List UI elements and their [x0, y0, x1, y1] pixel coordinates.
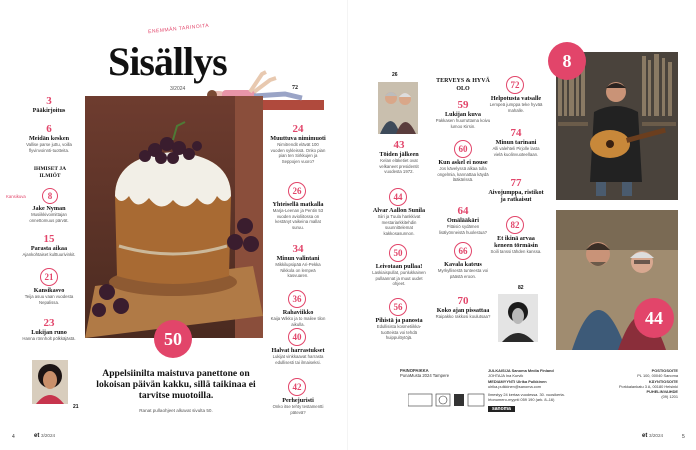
toc-entry-3[interactable]: [22, 96, 76, 114]
footer-brand: [34, 433, 55, 439]
entry-desc: Teija asuu vaan vuodesta Nepalissa.: [24, 294, 74, 305]
page-21-circle[interactable]: 21: [40, 268, 58, 286]
imprint-print: [400, 368, 454, 379]
cover-label: Kansikuva: [6, 194, 26, 199]
phone-text: (09) 1201: [661, 394, 678, 400]
page-44-circle[interactable]: 44: [389, 188, 407, 206]
entry-title: Minun tarinani: [495, 139, 537, 146]
entry-title: Pääkirjoitus: [32, 107, 66, 114]
entry-title: Kansikasvo: [33, 287, 65, 294]
entry-title: Helpotusta vatsalle: [490, 95, 542, 102]
toc-entry-64[interactable]: [434, 206, 492, 235]
entry-desc: Vallise parse juttu, voilla flyvinvoinnti-tuotteita.: [26, 142, 72, 153]
entry-title: Koko ajan pissattaa: [436, 307, 490, 314]
issue-number: 3/2024: [170, 86, 186, 92]
toc-entry-42[interactable]: [270, 397, 326, 415]
entry-desc: Laskiaispullat, punlukkainen pullaannat ja muut uudet ohjeet.: [372, 270, 426, 287]
page-number: 64: [457, 205, 469, 217]
entry-title: Leivotaan pullaa!: [375, 263, 423, 270]
page-number: 74: [510, 127, 522, 139]
publisher-line: Ilmestyy 24 kertaa vuodessa. 30. vuosikerta.: [488, 392, 565, 398]
brand-logo: et: [642, 433, 648, 439]
page-number: 15: [43, 233, 55, 245]
phone-label: PUHELINVAIHDE: [646, 389, 678, 395]
toc-entry-74[interactable]: [488, 128, 544, 157]
cover-face-photo: [32, 360, 68, 404]
publisher-label: JULKAISIJA Sanoma Media Finland: [488, 368, 554, 373]
page-72-circle[interactable]: 72: [506, 76, 524, 94]
entry-desc: Raipakko rakkosi koulutsaa?: [435, 314, 491, 320]
caption-title: Appelsiinilta maistuva panettone on lokoisan päivän kakku, sillä taikinaa ei tarvitse muotoilla.: [96, 368, 256, 402]
page-number: 23: [43, 317, 55, 329]
toc-entry-21[interactable]: [22, 287, 76, 305]
imprint-logos: [408, 392, 488, 408]
entry-title: Lukijan runo: [31, 329, 67, 336]
toc-entry-72[interactable]: [488, 95, 544, 113]
entry-title: Halvat harrastukset: [271, 347, 325, 354]
entry-desc: Soili tanssi tähden kanssa.: [490, 249, 542, 255]
toc-entry-23[interactable]: [22, 318, 76, 342]
page-60-circle[interactable]: 60: [454, 140, 472, 158]
imprint-publisher: [488, 368, 578, 412]
corner-page-number: 72: [292, 85, 298, 91]
page-number: 3: [46, 95, 52, 107]
entry-desc: Kaija Wikko ja to mailee tilon aikulla.: [270, 316, 326, 327]
publisher-line: JOHTAJA Ina Kurvik: [488, 373, 524, 379]
footer-issue: 3/2024: [41, 433, 56, 438]
visit-text: Porkkalankatu 3 A, 00180 Helsinki: [618, 383, 678, 389]
print-label: PAINOPAIKKA: [400, 368, 429, 373]
entry-title: Pihistä ja panosta: [375, 317, 423, 324]
caption-sub: Ranat pullaohjeet alkavat sivulta 50.: [139, 408, 213, 413]
entry-title: Meidän kesken: [28, 135, 70, 142]
entry-title: Kun askel ei nouse: [438, 159, 488, 166]
entry-title: Muuttuva nimimuoti: [270, 135, 326, 142]
toc-entry-34[interactable]: [270, 244, 326, 279]
page-66-circle[interactable]: 66: [454, 242, 472, 260]
entry-title: Perhejuristi: [282, 397, 314, 404]
toc-entry-26[interactable]: [270, 201, 326, 230]
toc-entry-43[interactable]: [372, 140, 426, 175]
publisher-line: ulrika.pulkkinen@sanoma.com: [488, 383, 542, 389]
toc-entry-59[interactable]: [434, 100, 492, 129]
footer-issue: 3/2024: [649, 433, 664, 438]
toc-entry-60[interactable]: [434, 159, 492, 183]
entry-desc: Marja-Leenan ja Pentin 53 vuoden avioliitossa on kestänyt vaikeina mallat suruu.: [272, 208, 324, 230]
entry-desc: Alli valehteli Pirjolle lasta vielä kuolinvuoteellaan.: [492, 146, 540, 157]
toc-entry-82[interactable]: [488, 235, 544, 255]
entry-desc: Mikkilupsipää Ari-Pekka Nikkola on lempeä kasvuaren.: [275, 262, 321, 279]
page-44-disc[interactable]: 44: [634, 298, 674, 338]
entry-title: Et ikinä arvaa keneen törmäsin: [494, 235, 538, 250]
entry-title: Jake Nyman: [32, 205, 66, 212]
toc-entry-24[interactable]: [270, 124, 326, 164]
toc-entry-44[interactable]: [372, 207, 426, 236]
page-title: Sisällys: [108, 39, 227, 84]
toc-entry-36[interactable]: [270, 309, 326, 327]
page-number: 70: [457, 295, 469, 307]
page-8-disc[interactable]: 8: [548, 42, 586, 80]
toc-entry-56[interactable]: [372, 317, 426, 341]
print-text: PunaMusta 2024 Tampere: [400, 373, 450, 379]
right-page: [348, 0, 696, 450]
entry-desc: Ajankohtaiset kulttuurivinkit.: [22, 252, 76, 258]
page-26-circle[interactable]: 26: [288, 182, 306, 200]
entry-desc: Jos kävelyssä alkaa tulla ongelmia, kannattaa käydä lääkärissä.: [437, 166, 489, 183]
page-number: 6: [46, 123, 52, 135]
portrait-page-number: 21: [73, 404, 79, 410]
page-number: 77: [510, 177, 522, 189]
entry-desc: Lempeä jumppa teke hyvää mahalle.: [489, 102, 543, 113]
toc-entry-70[interactable]: [434, 296, 492, 320]
entry-title: Alvar Aallon Sunila: [372, 207, 426, 214]
page-40-circle[interactable]: 40: [288, 328, 306, 346]
entry-desc: Onko itse tehty testamentti pätevä?: [272, 404, 324, 415]
entry-desc: Musiikkivoimittajan onnettomuus pärvät.: [29, 212, 69, 223]
page-number: 59: [457, 99, 469, 111]
publisher-line: Irtonumero-myynti 059 190 (ark. 8–16): [488, 397, 555, 403]
entry-desc: Myrkyllisestä tunteesta voi päästä eroon.: [437, 268, 489, 279]
section-label-health: TERVEYS & HYVÄ OLO: [436, 78, 490, 92]
page-number: 34: [292, 243, 304, 255]
entry-desc: Pakkasen huurruttama koivu lumoo Kirsin.: [435, 118, 491, 129]
brand-logo: et: [34, 433, 40, 439]
entry-title: Yhteisellä matkalla: [272, 201, 324, 208]
footer-brand: [642, 433, 663, 439]
toc-entry-77[interactable]: [488, 178, 544, 203]
bw-photo-number: 82: [518, 285, 524, 291]
panettone-photo: [85, 96, 263, 338]
page-56-circle[interactable]: 56: [389, 298, 407, 316]
toc-entry-15[interactable]: [22, 234, 76, 258]
page-42-circle[interactable]: 42: [288, 378, 306, 396]
visit-label: KÄYNTIOSOITE: [648, 378, 678, 384]
entry-title: Omälääkäri: [447, 217, 479, 224]
entry-title: Lukijan kuva: [445, 111, 481, 118]
toc-entry-6[interactable]: [22, 124, 76, 153]
post-text: PL 100, 00040 Sanoma: [637, 373, 678, 379]
entry-desc: Nimitrendit elävät 100 vuoden sykleissä. Onko pian pian ten Sirkkujen ja Seppojen vuoro?: [270, 142, 326, 164]
entry-title: Parasta aikaa: [30, 245, 68, 252]
entry-title: Aivojumppa, ristikot ja ratkaisut: [488, 189, 544, 204]
section-label: IHMISET JA ILMIÖT: [33, 166, 67, 179]
entry-desc: Hanna rönnholt pölkkäjästä.: [22, 336, 76, 342]
page-82-circle[interactable]: 82: [506, 216, 524, 234]
toc-entry-50[interactable]: [372, 263, 426, 287]
entry-desc: Lukijat vinkkaavat harrasta edullisesti tai ilmaiseksi.: [272, 354, 324, 365]
toc-entry-8[interactable]: [22, 205, 76, 223]
couple-photo-number: 26: [392, 72, 398, 78]
entry-desc: Kelan eläketiet ovat velkaneet presidentit vuodesta 1972.: [379, 158, 419, 175]
post-label: POSTIOSOITE: [651, 368, 678, 373]
toc-entry-40[interactable]: [270, 347, 326, 365]
entry-title: Rahaviikko: [282, 309, 314, 316]
page-number: 24: [292, 123, 304, 135]
footer-page-number: 5: [682, 434, 685, 440]
sanoma-logo: sanoma: [488, 406, 515, 413]
entry-title: Minun valintani: [276, 255, 320, 262]
couple-photo: [378, 82, 418, 134]
page-8-circle[interactable]: 8: [42, 188, 58, 204]
page-50-circle[interactable]: 50: [389, 244, 407, 262]
publisher-line: MEDIAMYYNTI Ulrika Pulkkinen: [488, 378, 547, 384]
page-number: 43: [393, 139, 405, 151]
page-50-disc[interactable]: 50: [154, 320, 192, 358]
entry-desc: Pitäisiö sydämen lisälyönneistä huolestua?: [438, 224, 487, 235]
entry-title: Kavala kateus: [444, 261, 482, 268]
imprint-addresses: [588, 368, 678, 400]
bw-portrait-photo: [498, 294, 538, 342]
kicker: ENEMMÄN TARINOITA: [147, 22, 210, 36]
toc-entry-66[interactable]: [434, 261, 492, 279]
entry-desc: Edullisista kosmetiikka-tuotteista voi tehdä huippulöytöjä.: [376, 324, 422, 341]
entry-desc: Siiri ja Tuula hankkivat mestariarkkitehdin suunnittelemat kakkosasunnon.: [377, 214, 421, 236]
page-36-circle[interactable]: 36: [288, 290, 306, 308]
entry-title: Töiden jälkeen: [379, 151, 419, 158]
footer-page-number: 4: [12, 434, 15, 440]
